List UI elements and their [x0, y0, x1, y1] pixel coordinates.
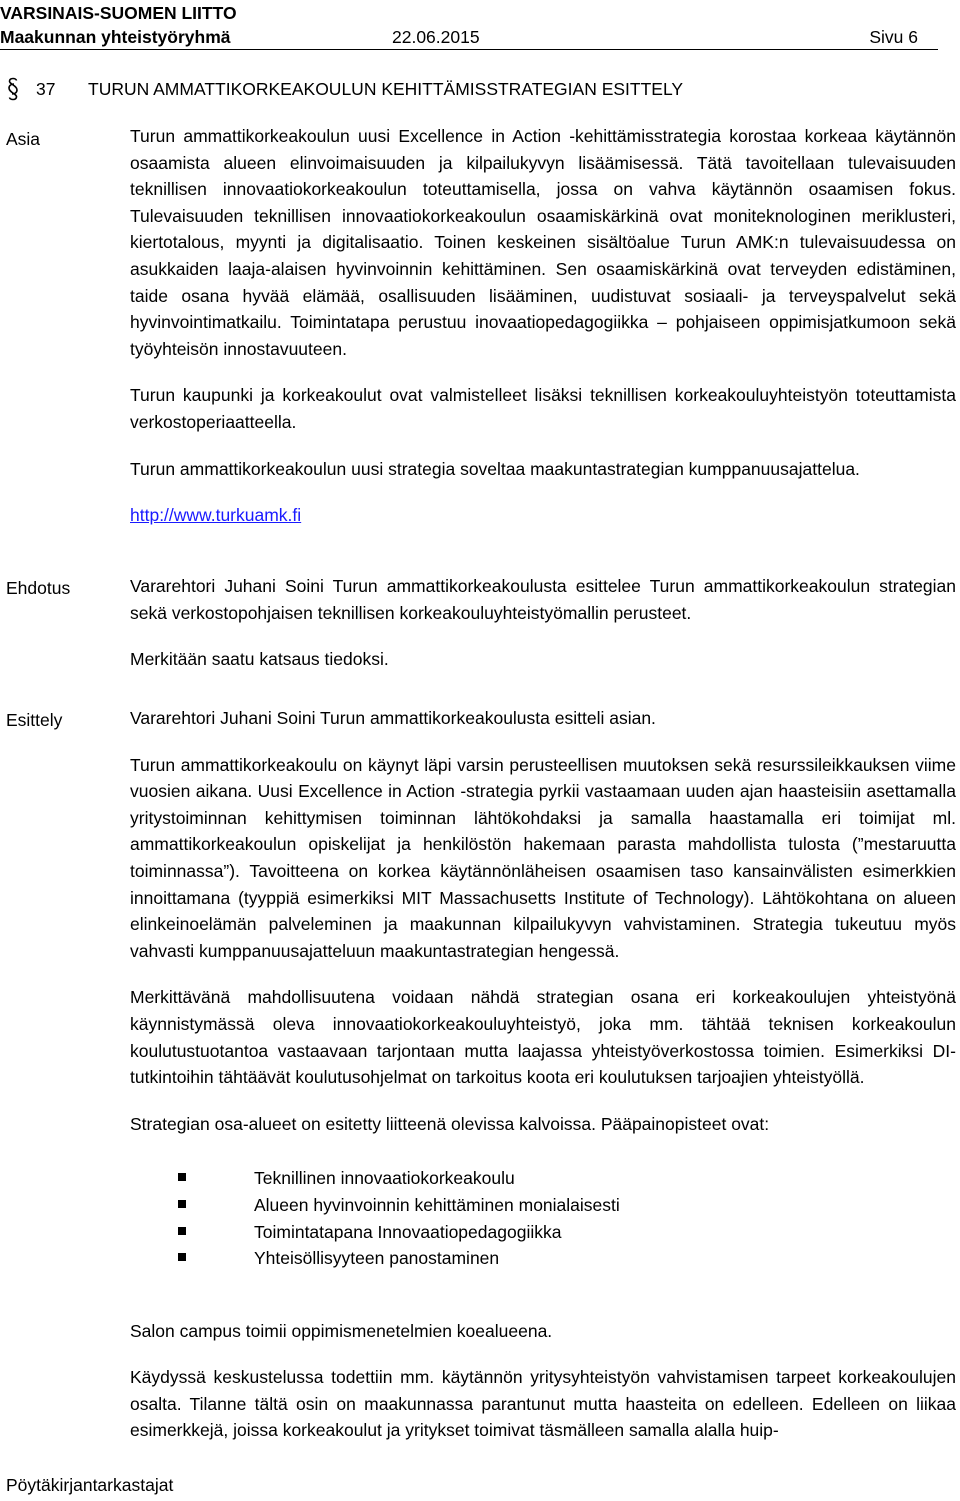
section-number: 37 [36, 79, 56, 99]
body-name: Maakunnan yhteistyöryhmä [0, 27, 231, 47]
label-asia: Asia [6, 129, 41, 149]
section-sign-icon [6, 76, 20, 102]
esittely-paragraph: Turun ammattikorkeakoulu on käynyt läpi varsin perusteellisen muutoksen sekä resurssileikkauksen viime vuosien aikana. Uusi Excellence in Action -strategia pyrkii vastaamaan uuden ajan haasteisiin asettamalla yritystoiminnan kehittymisen toiminnan lähtökohdaksi ja samalla haastamalla eri toimijat ml. ammattikorkeakoulun opiskelijat ja henkilöstön hakemaan parasta mahdollista tulosta (”mestaruutta toiminnassa”). Tavoitteena on korkea käytännönläheisen osaamisen taso kansainvälisten esimerkkien innoittamana (tyyppiä esimerkiksi MIT Massachusetts Institute of Technology). Lähtökohtana on alueen elinkeinoelämän palveleminen ja maakunnan kilpailukyvyn vahvistaminen. Strategia tukeutuu myös vahvasti kumppanuusajatteluun maakuntastrategian hengessä. [130, 754, 956, 961]
section-title: TURUN AMMATTIKORKEAKOULUN KEHITTÄMISSTRATEGIAN ESITTELY [88, 79, 684, 99]
square-bullet-icon [178, 1173, 186, 1181]
square-bullet-icon [178, 1253, 186, 1261]
ehdotus-paragraph: Vararehtori Juhani Soini Turun ammattikorkeakoulusta esittelee Turun ammattikorkeakoulun strategian sekä verkostopohjaisen teknillisen korkeakouluyhteistyömallin perusteet. [130, 576, 956, 623]
priority-list [130, 1165, 956, 1271]
meeting-date: 22.06.2015 [392, 27, 480, 47]
square-bullet-icon [178, 1200, 186, 1208]
esittely-paragraph: Strategian osa-alueet on esitetty liitteenä olevissa kalvoissa. Pääpainopisteet ovat: [130, 1113, 770, 1134]
label-esittely: Esittely [6, 710, 63, 730]
asia-paragraph: Turun ammattikorkeakoulun uusi strategia soveltaa maakuntastrategian kumppanuusajattelua. [130, 458, 860, 479]
asia-body [130, 123, 956, 529]
list-item: Teknillinen innovaatiokorkeakoulu [130, 1165, 956, 1192]
list-item: Alueen hyvinvoinnin kehittäminen monialaisesti [130, 1192, 956, 1219]
esittely-paragraph: Käydyssä keskustelussa todettiin mm. käytännön yritysyhteistyön vahvistamisen tarpeet korkeakoulujen osalta. Tilanne tältä osin on maakunnassa parantunut mutta haasteita on edelleen. Edelleen on liikaa esimerkkejä, joissa korkeakoulut ja yritykset toimivat täsmälleen samalla alalla huip- [130, 1367, 956, 1441]
organization-name: VARSINAIS-SUOMEN LIITTO [0, 3, 237, 23]
esittely-paragraph: Vararehtori Juhani Soini Turun ammattikorkeakoulusta esitteli asian. [130, 708, 656, 728]
asia-paragraph: Turun ammattikorkeakoulun uusi Excellence in Action -kehittämisstrategia korostaa korkeaa käytännön osaamista alueen elinvoimaisuuden ja kilpailukyvyn lisäämisessä. Tätä tavoitellaan tulevaisuuden teknillisen innovaatiokorkeakoulun toteuttamisella, jossa on vahva käytännön osaamisen fokus. Tulevaisuuden teknillisen innovaatiokorkeakoulun osaamiskärkinä ovat moniteknologinen meriklusteri, kiertotalous, myynti ja digitalisaatio. Toinen keskeinen sisältöalue Turun AMK:n tulevaisuudessa on asukkaiden laaja-alaisen hyvinvoinnin kehittäminen. Sen osaamiskärkinä ovat terveyden edistäminen, taide osana hyvää elämää, osallisuuden lisääminen, uudistuvat sosiaali- ja terveyspalvelut sekä hyvinvointimatkailu. Toimintatapa perustuu inovaatiopedagogiikka – pohjaiseen oppimisjatkumoon sekä työyhteisön innostavuuteen. [130, 126, 956, 359]
esittely-paragraph: Merkittävänä mahdollisuutena voidaan nähdä strategian osana eri korkeakoulujen yhteistyönä käynnistymässä oleva innovaatiokorkeakouluyhteistyö, joka mm. tähtää teknisen korkeakoulun koulutustuotantoa vastaavaan tarjontaan mutta laajassa yhteistyöverkostossa toimien. Esimerkiksi DI-tutkintoihin tähtäävät koulutusohjelmat on tarkoitus koota eri koulutuksen tarjoajien yhteistyöllä. [130, 987, 956, 1088]
turkuamk-link[interactable]: http://www.turkuamk.fi [130, 505, 302, 526]
esittely-paragraph: Salon campus toimii oppimismenetelmien koealueena. [130, 1320, 553, 1341]
ehdotus-body [130, 573, 956, 673]
asia-paragraph: Turun kaupunki ja korkeakoulut ovat valmistelleet lisäksi teknillisen korkeakouluyhteistyön toteuttamista verkostoperiaatteella. [130, 385, 956, 432]
ehdotus-paragraph: Merkitään saatu katsaus tiedoksi. [130, 649, 389, 670]
page-number: Sivu 6 [869, 27, 918, 47]
signatories-label: Pöytäkirjantarkastajat [6, 1475, 174, 1495]
header-rule [0, 49, 938, 50]
label-ehdotus: Ehdotus [6, 578, 71, 598]
esittely-body [130, 705, 956, 1444]
list-item: Yhteisöllisyyteen panostaminen [130, 1245, 956, 1272]
square-bullet-icon [178, 1227, 186, 1235]
list-item: Toimintatapana Innovaatiopedagogiikka [130, 1219, 956, 1246]
